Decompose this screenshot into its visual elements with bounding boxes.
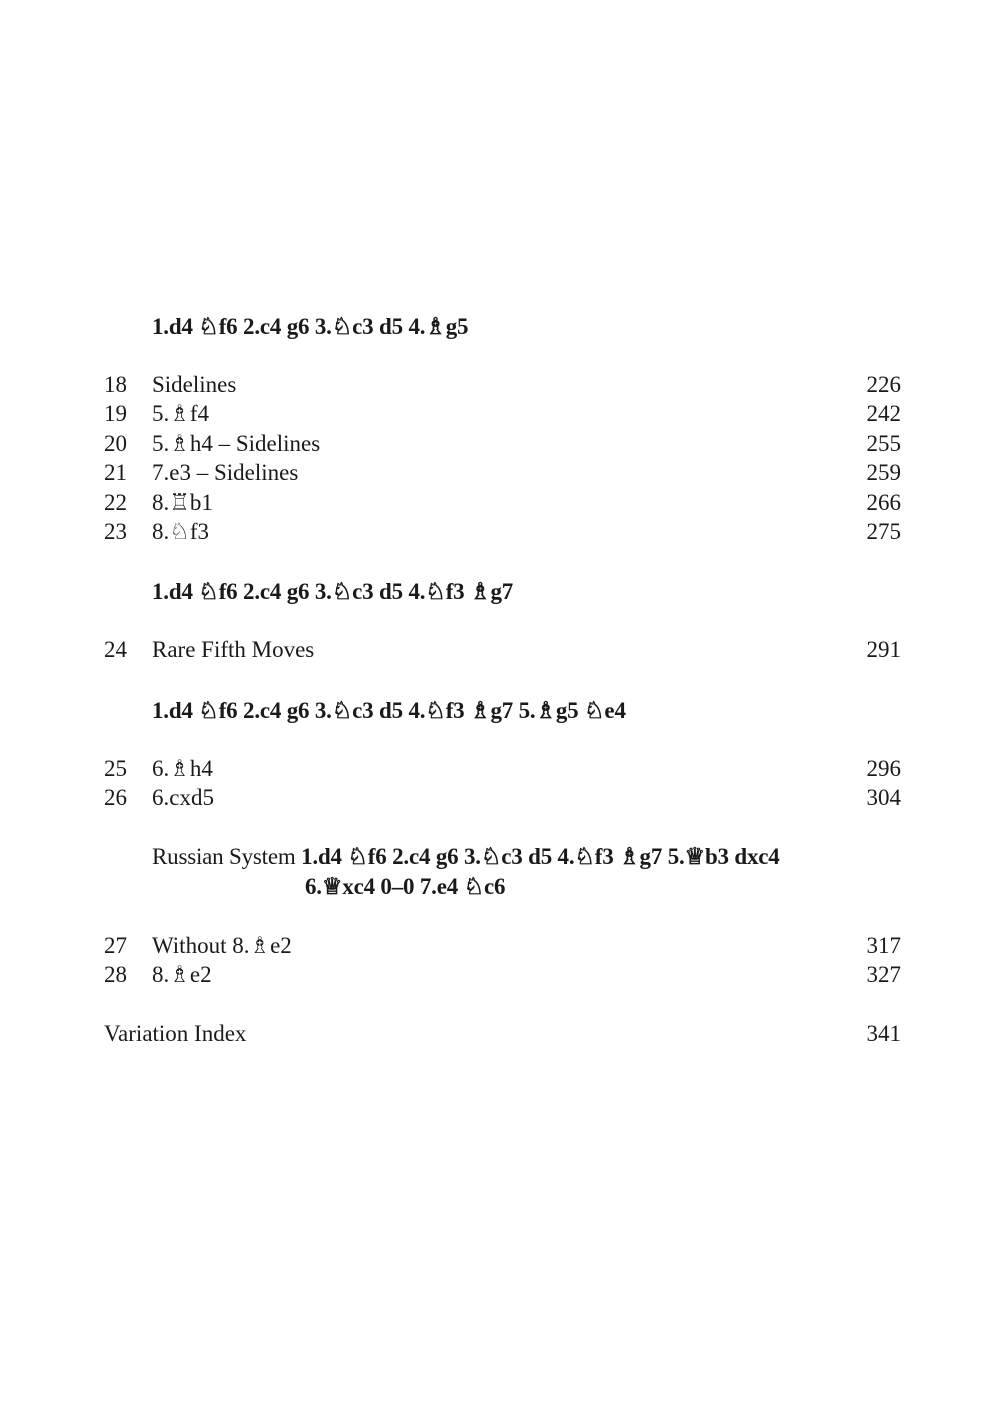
- page-number: 291: [866, 637, 901, 662]
- chapter-number: 23: [104, 519, 127, 544]
- chapter-row[interactable]: [104, 519, 901, 549]
- section-heading: 1.d4 ♘f6 2.c4 g6 3.♘c3 d5 4.♘f3 ♗g7 5.♗g5 ♘e4: [152, 698, 626, 723]
- chapter-title: 5.♗f4: [152, 401, 210, 426]
- chapter-title: 6.♗h4: [152, 756, 213, 781]
- chapter-number: 22: [104, 490, 127, 515]
- page-number: 275: [866, 519, 901, 544]
- chapter-title: Without 8.♗e2: [152, 933, 292, 958]
- chapter-row[interactable]: [104, 756, 901, 786]
- chapter-title: 8.♗e2: [152, 962, 212, 987]
- chapter-title: Rare Fifth Moves: [152, 637, 315, 662]
- chapter-row[interactable]: [104, 637, 901, 667]
- chapter-title: 6.cxd5: [152, 785, 214, 810]
- page-number: 327: [866, 962, 901, 987]
- chapter-row[interactable]: [104, 933, 901, 963]
- chapter-number: 19: [104, 401, 127, 426]
- section-heading: 1.d4 ♘f6 2.c4 g6 3.♘c3 d5 4.♗g5: [152, 314, 469, 339]
- chapter-title: 5.♗h4 – Sidelines: [152, 431, 321, 456]
- chapter-title: 8.♘f3: [152, 519, 210, 544]
- page-number: 242: [866, 401, 901, 426]
- chapter-title: 7.e3 – Sidelines: [152, 460, 299, 485]
- chapter-number: 27: [104, 933, 127, 958]
- section-heading: [152, 844, 780, 900]
- page-number: 226: [866, 372, 901, 397]
- page-number: 304: [866, 785, 901, 810]
- page-number: 341: [866, 1021, 901, 1046]
- chapter-number: 26: [104, 785, 127, 810]
- chapter-title: 8.♖b1: [152, 490, 213, 515]
- page-number: 296: [866, 756, 901, 781]
- chapter-row[interactable]: [104, 490, 901, 520]
- chapter-row[interactable]: [104, 962, 901, 992]
- chapter-number: 21: [104, 460, 127, 485]
- chapter-number: 18: [104, 372, 127, 397]
- chapter-row[interactable]: [104, 372, 901, 402]
- chapter-row[interactable]: [104, 431, 901, 461]
- variation-index-row[interactable]: [104, 1021, 901, 1051]
- chapter-number: 25: [104, 756, 127, 781]
- section-heading: 1.d4 ♘f6 2.c4 g6 3.♘c3 d5 4.♘f3 ♗g7: [152, 579, 514, 604]
- chapter-number: 24: [104, 637, 127, 662]
- page-number: 266: [866, 490, 901, 515]
- index-title: Variation Index: [104, 1021, 247, 1046]
- chapter-row[interactable]: [104, 460, 901, 490]
- page-number: 317: [866, 933, 901, 958]
- section-prefix: Russian System: [152, 844, 296, 869]
- section-moves-line1: 1.d4 ♘f6 2.c4 g6 3.♘c3 d5 4.♘f3 ♗g7 5.♕b3 dxc4: [301, 844, 780, 869]
- chapter-title: Sidelines: [152, 372, 237, 397]
- chapter-row[interactable]: [104, 401, 901, 431]
- section-moves-line2: 6.♕xc4 0–0 7.e4 ♘c6: [305, 874, 506, 899]
- page-number: 255: [866, 431, 901, 456]
- page-number: 259: [866, 460, 901, 485]
- chapter-number: 20: [104, 431, 127, 456]
- chapter-row[interactable]: [104, 785, 901, 815]
- chapter-number: 28: [104, 962, 127, 987]
